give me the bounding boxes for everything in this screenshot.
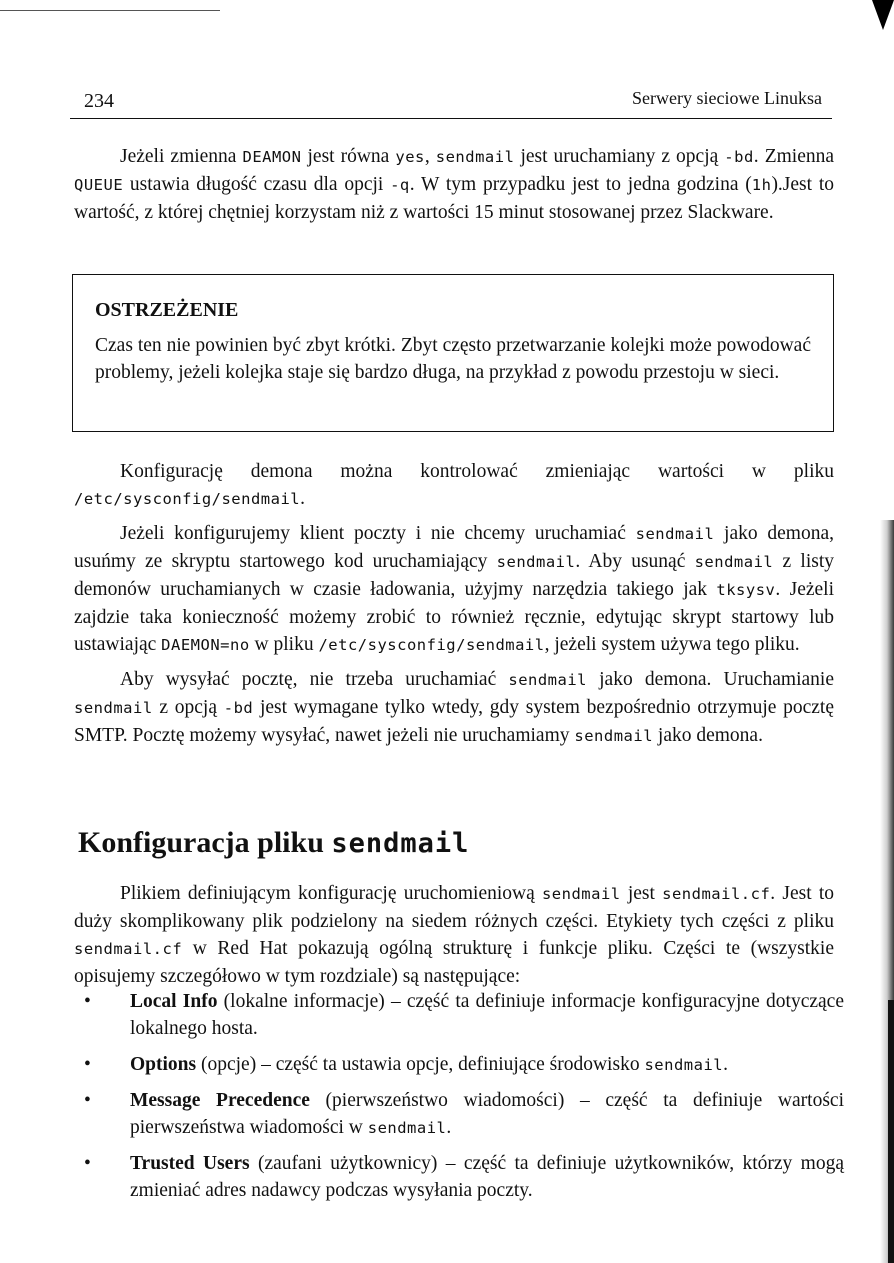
warning-title: OSTRZEŻENIE (95, 299, 239, 321)
scan-edge-dark (888, 1000, 894, 1263)
paragraph: Konfigurację demona można kontrolować zmieniając wartości w pliku /etc/sysconfig/sendmail. (74, 461, 834, 509)
paragraph: Jeżeli konfigurujemy klient poczty i nie chcemy uruchamiać sendmail jako demona, usuńmy ze skryptu startowego kod uruchamiający sendmail. Aby usunąć sendmail z listy demonów uruchamianych w czasie ładowania, użyjmy narzędzia takiego jak tksysv. Jeżeli zajdzie taka konieczność możemy zrobić to również ręcznie, edytując skrypt startowy lub ustawiając DAEMON=no w pliku /etc/sysconfig/sendmail, jeżeli system używa tego pliku. (74, 523, 835, 655)
list-item: • Trusted Users (zaufani użytkownicy) – część ta definiuje użytkowników, którzy mogą zmieniać adres nadawcy podczas wysyłania poczty. (82, 1150, 844, 1205)
bullet-dot: • (84, 1153, 91, 1174)
list-item: • Local Info (lokalne informacje) – część ta definiuje informacje konfiguracyjne dotyczące lokalnego hosta. (82, 988, 844, 1043)
sections-list (82, 988, 844, 1213)
running-header (70, 88, 832, 119)
paragraph-sendmail-cf (74, 880, 834, 990)
running-title: Serwery sieciowe Linuksa (632, 88, 822, 108)
corner-scan-mark (872, 0, 894, 30)
paragraphs-daemon-config (74, 458, 834, 750)
page-number: 234 (84, 90, 114, 112)
list-item: • Message Precedence (pierwszeństwo wiadomości) – część ta definiuje wartości pierwszeństwa wiadomości w sendmail. (82, 1087, 844, 1142)
warning-text: Czas ten nie powinien być zbyt krótki. Zbyt często przetwarzanie kolejki może powodować problemy, jeżeli kolejka staje się bardzo długa, na przykład z powodu przestoju w sieci. (95, 335, 811, 383)
paragraph: Plikiem definiującym konfigurację uruchomieniową sendmail jest sendmail.cf. Jest to duży skomplikowany plik podzielony na siedem różnych części. Etykiety tych części z pliku sendmail.cf w Red Hat pokazują ogólną strukturę i funkcje pliku. Części te (wszystkie opisujemy szczegółowo w tym rozdziale) są następujące: (74, 883, 834, 987)
paragraph: Aby wysyłać pocztę, nie trzeba uruchamiać sendmail jako demona. Uruchamianie sendmail z opcją -bd jest wymagane tylko wtedy, gdy system bezpośrednio otrzymuje pocztę SMTP. Pocztę możemy wysyłać, nawet jeżeli nie uruchamiamy sendmail jako demona. (74, 669, 835, 746)
section-heading: Konfiguracja pliku sendmail (78, 826, 470, 859)
paragraph: Jeżeli zmienna DEAMON jest równa yes, sendmail jest uruchamiany z opcją -bd. Zmienna QUEUE ustawia długość czasu dla opcji -q. W tym przypadku jest to jedna godzina (1h).Jest to wartość, z której chętniej korzystam niż z wartości 15 minut stosowanej przez Slackware. (74, 146, 834, 223)
paragraph-deamon-queue (74, 143, 834, 226)
top-scan-rule (0, 10, 220, 11)
bullet-dot: • (84, 1054, 91, 1075)
list-item: • Options (opcje) – część ta ustawia opcje, definiujące środowisko sendmail. (82, 1051, 844, 1079)
warning-box (72, 274, 834, 432)
bullet-dot: • (84, 1090, 91, 1111)
bullet-dot: • (84, 991, 91, 1012)
